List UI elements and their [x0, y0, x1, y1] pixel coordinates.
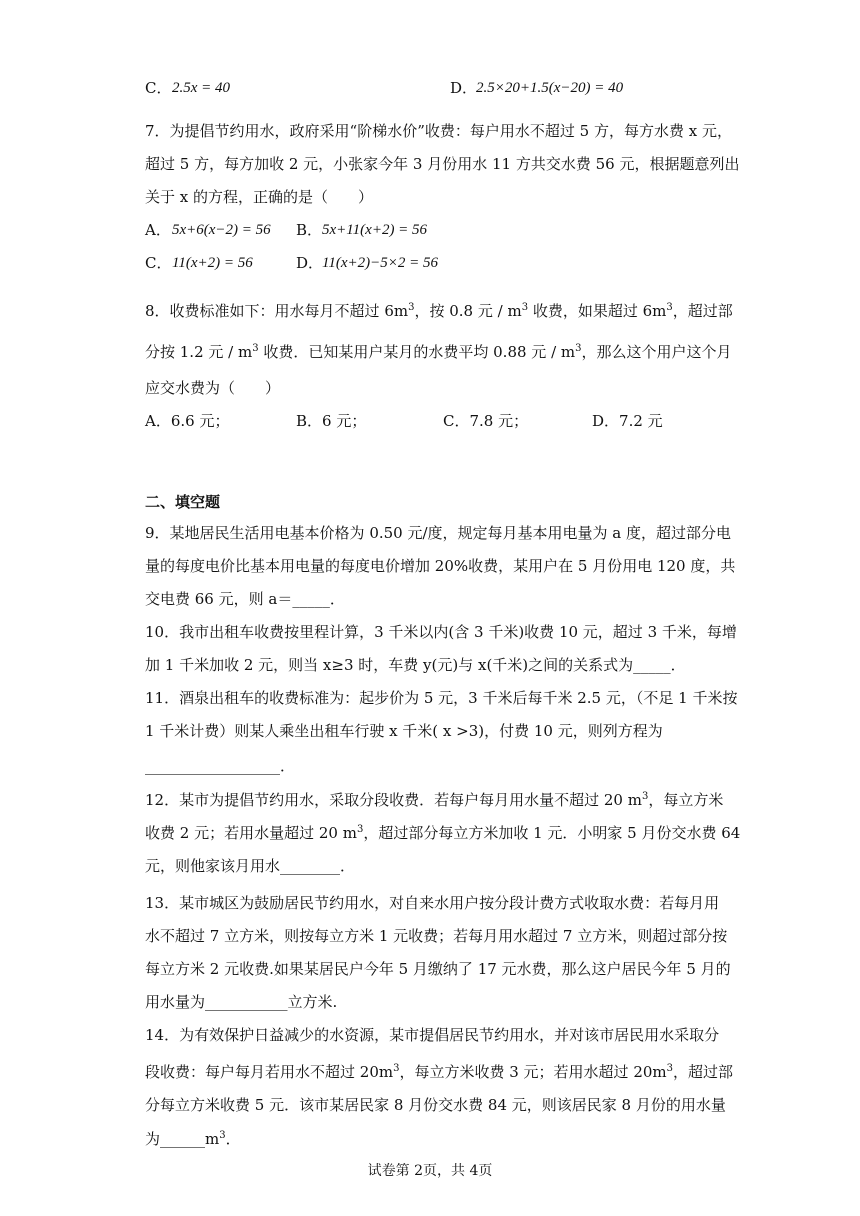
text-line: 关于 x 的方程，正确的是（ ） [145, 188, 373, 206]
text-line-part: D． [296, 254, 324, 272]
text-line: 8．收费标准如下：用水每月不超过 $6m^3$，按 0.8 元 / $m^3$ 收费，如果超过 $6m^3$，超过部 [145, 302, 733, 320]
text-line: 量的每度电价比基本用电量的每度电价增加 20%收费，某用户在 5 月份用电 120 度，共 [145, 557, 736, 575]
text-line: 加 1 千米加收 2 元，则当 x≥3 时，车费 y(元)与 x(千米)之间的关系式为_____． [145, 656, 686, 674]
text-line: 应交水费为（ ） [145, 379, 281, 397]
text-line: 为$\_\_\_\_\_\_m^3$． [145, 1130, 241, 1148]
text-line: 收费 2 元；若用水量超过 20 $m^3$，超过部分每立方米加收 1 元．小明家 5 月份交水费 64 [145, 824, 741, 842]
text-line: 超过 5 方，每方加收 2 元，小张家今年 3 月份用水 11 方共交水费 56 元，根据题意列出 [145, 155, 740, 173]
text-line-part: C．7.8 元； [443, 412, 529, 430]
text-line-part: C． [145, 79, 172, 97]
text-line: __________________． [145, 757, 296, 775]
text-line: 水不超过 7 立方米，则按每立方米 1 元收费；若每月用水超过 7 立方米，则超过部分按 [145, 927, 728, 945]
text-line: 11．酒泉出租车的收费标准为：起步价为 5 元，3 千米后每千米 2.5 元，（不足 1 千米按 [145, 689, 738, 707]
text-line-part: 5x+6(x−2) = 56 [172, 222, 271, 238]
text-line: 分按 1.2 元 / $m^3$ 收费．已知某用户某月的水费平均 0.88 元 / $m^3$，那么这个用户这个月 [145, 343, 732, 361]
text-line: 分每立方米收费 5 元．该市某居民家 8 月份交水费 84 元，则该居民家 8 月份的用水量 [145, 1096, 726, 1114]
text-line: 12．某市为提倡节约用水，采取分段收费．若每户每月用水量不超过 20 $m^3$，每立方米 [145, 791, 724, 809]
text-line: 13．某市城区为鼓励居民节约用水，对自来水用户按分段计费方式收取水费：若每月用 [145, 894, 720, 912]
text-line-part: 5x+11(x+2) = 56 [322, 222, 428, 238]
text-line-part: 2.5×20+1.5(x−20) = 40 [476, 80, 624, 96]
text-line-part: A．6.6 元； [145, 412, 230, 430]
text-line-part: B．6 元； [296, 412, 367, 430]
text-line-part: 11(x+2)−5×2 = 56 [322, 255, 439, 271]
text-line: 交电费 66 元，则 a＝_____． [145, 590, 345, 608]
text-line: 元，则他家该月用水________． [145, 857, 356, 875]
text-line: 10．我市出租车收费按里程计算，3 千米以内(含 3 千米)收费 10 元，超过 3 千米，每增 [145, 623, 737, 641]
text-line-part: 2.5x = 40 [172, 80, 231, 96]
text-line-part: 11(x+2) = 56 [172, 255, 253, 271]
text-line: 1 千米计费）则某人乘坐出租车行驶 x 千米( x >3)，付费 10 元，则列方程为 [145, 722, 663, 740]
text-line: 9．某地居民生活用电基本价格为 0.50 元/度，规定每月基本用电量为 a 度，超过部分电 [145, 524, 732, 542]
text-line-part: C． [145, 254, 172, 272]
text-line: 14．为有效保护日益减少的水资源，某市提倡居民节约用水，并对该市居民用水采取分 [145, 1026, 720, 1044]
text-line: 7．为提倡节约用水，政府采用“阶梯水价”收费：每户用水不超过 5 方，每方水费 x 元， [145, 122, 732, 140]
text-line: 每立方米 2 元收费.如果某居民户今年 5 月缴纳了 17 元水费，那么这户居民今年 5 月的 [145, 960, 731, 978]
text-line-part: B． [296, 221, 323, 239]
text-line-part: D．7.2 元 [592, 412, 663, 430]
section-heading: 二、填空题 [145, 493, 221, 511]
text-line-part: A． [145, 221, 171, 239]
text-line: 段收费：每户每月若用水不超过 $20m^3$，每立方米收费 3 元；若用水超过 $20m^3$，超过部 [145, 1063, 734, 1081]
page-footer: 试卷第 2页，共 4页 [367, 1163, 493, 1179]
text-line: 用水量为___________立方米. [145, 993, 338, 1011]
text-line-part: D． [450, 79, 478, 97]
